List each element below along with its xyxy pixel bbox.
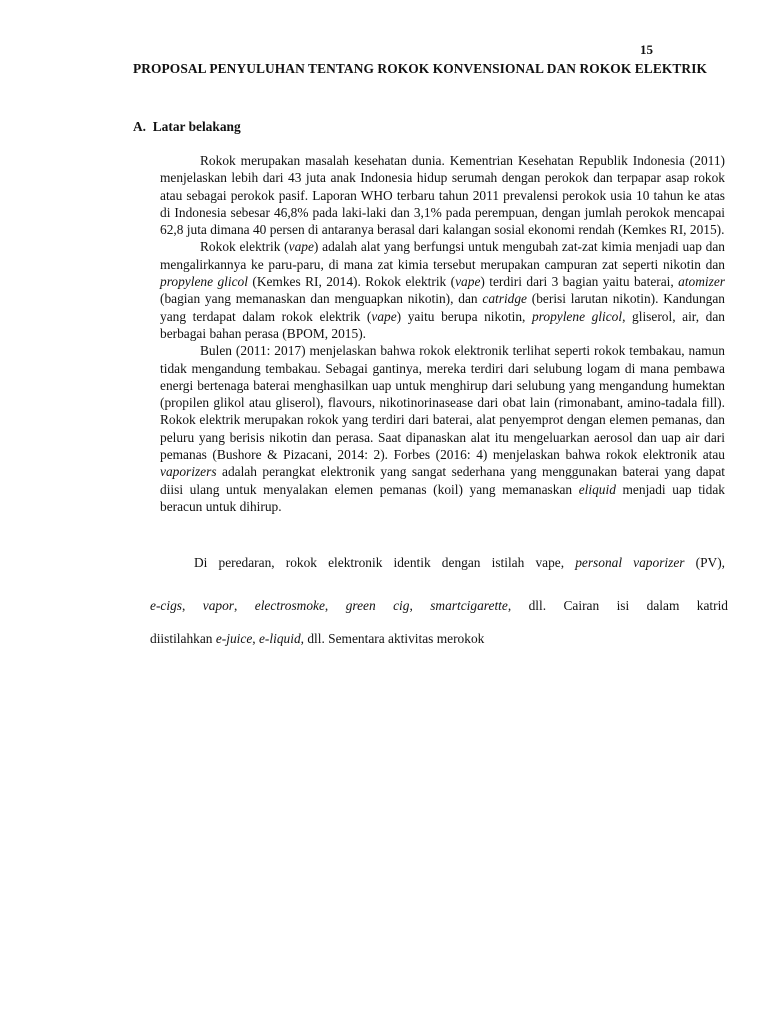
paragraph-line: [150, 589, 728, 622]
text-run: ,: [324, 598, 346, 613]
text-run: (Kemkes RI, 2014). Rokok elektrik (: [247, 274, 456, 290]
text-run: menjadi uap tidak beracun untuk dihirup.: [160, 481, 725, 514]
text-run: ) yaitu berupa nikotin,: [396, 308, 532, 324]
paragraph: [160, 152, 725, 238]
text-run: , dll. Cairan isi dalam katrid: [507, 598, 728, 613]
text-run: ,: [181, 598, 203, 613]
body-text: [160, 152, 725, 515]
text-run: diistilahkan: [150, 631, 216, 646]
italic-term: atomizer: [678, 274, 726, 290]
text-run: (bagian yang memanaskan dan menguapkan nikotin), dan: [160, 291, 483, 307]
italic-term: eliquid: [578, 481, 616, 497]
text-run: Di peredaran, rokok elektronik identik dengan istilah vape,: [194, 555, 576, 570]
text-run: ,: [409, 598, 431, 613]
text-run: Rokok elektrik (: [200, 239, 289, 255]
italic-term: electrosmoke: [254, 598, 325, 613]
text-run: ) adalah alat yang berfungsi untuk mengubah zat-zat kimia menjadi uap dan mengalirkannya ke paru-paru, di mana zat kimia tersebut merupakan campuran zat seperti nikotin dan: [160, 239, 725, 272]
text-run: Rokok merupakan masalah kesehatan dunia. Kementrian Kesehatan Republik Indonesia (2011) menjelaskan lebih dari 43 juta anak Indonesia hidup serumah dengan perokok dan terpapar asap rokok atau sebagai perokok pasif. Laporan WHO terbaru tahun 2011 prevalensi perokok usia 10 tahun ke atas di Indonesia sebesar 46,8% pada laki-laki dan 3,1% pada perempuan, dengan jumlah perokok mencapai 62,8 juta dimana 40 persen di antaranya berasal dari kalangan sosial ekonomi rendah (Kemkes RI, 2015).: [160, 153, 725, 238]
body-text-continued: [150, 589, 728, 655]
text-run: ) terdiri dari 3 bagian yaitu baterai,: [480, 274, 679, 290]
italic-term: propylene glicol: [531, 308, 623, 324]
paragraph: [160, 342, 725, 515]
section-label: A.: [133, 119, 147, 134]
italic-term: vape: [288, 239, 314, 255]
section-heading: [133, 119, 241, 135]
italic-term: vape: [371, 308, 397, 324]
paragraph: [160, 238, 725, 342]
italic-term: propylene glicol: [160, 274, 248, 290]
text-run: (berisi larutan nikotin). Kandungan yang terdapat dalam rokok elektrik (: [160, 291, 725, 324]
italic-term: smartcigarette: [430, 598, 508, 613]
paragraph-line: [150, 622, 728, 655]
italic-term: vapor: [202, 598, 234, 613]
italic-term: e-liquid: [258, 631, 301, 646]
text-run: , gliserol, air, dan berbagai bahan perasa (BPOM, 2015).: [160, 308, 725, 341]
text-run: , dll. Sementara aktivitas merokok: [300, 631, 485, 646]
italic-term: e-cigs: [150, 598, 182, 613]
italic-term: catridge: [482, 291, 527, 307]
italic-term: personal vaporizer: [575, 555, 685, 570]
text-run: (PV),: [684, 555, 725, 570]
italic-term: green cig: [345, 598, 410, 613]
text-run: Bulen (2011: 2017) menjelaskan bahwa rokok elektronik terlihat seperti rokok tembakau, namun tidak mengandung tembakau. Sebagai gantinya, mereka terdiri dari selubung logam di mana pembawa energi bertenaga baterai menghasilkan uap untuk menghirup dari selubung yang mengandung humektan (propilen glikol atau gliserol), flavours, nikotinorinasease dari obat lain (rimonabant, amino-tadala fill). Rokok elektrik merupakan rokok yang terdiri dari baterai, alat penyemprot dengan elemen pemanas, dan peluru yang berisis nikotin dan perasa. Saat dipanaskan alat itu mengeluarkan aerosol dan uap air dari pemanas (Bushore & Pizacani, 2014: 2). Forbes (2016: 4) menjelaskan bahwa rokok elektronik atau: [160, 343, 725, 463]
text-run: adalah perangkat elektronik yang sangat sederhana yang menggunakan baterai yang dapat diisi ulang untuk menyalakan elemen pemanas (koil) yang memanaskan: [160, 464, 725, 497]
text-run: ,: [234, 598, 255, 613]
italic-term: vape: [455, 274, 481, 290]
text-run: ,: [252, 631, 259, 646]
page-number: 15: [640, 42, 653, 57]
paragraph-line: [160, 554, 725, 571]
italic-term: e-juice: [215, 631, 253, 646]
italic-term: vaporizers: [160, 464, 217, 480]
section-heading-text: Latar belakang: [152, 119, 241, 134]
document-title: PROPOSAL PENYULUHAN TENTANG ROKOK KONVENSIONAL DAN ROKOK ELEKTRIK: [132, 61, 708, 76]
